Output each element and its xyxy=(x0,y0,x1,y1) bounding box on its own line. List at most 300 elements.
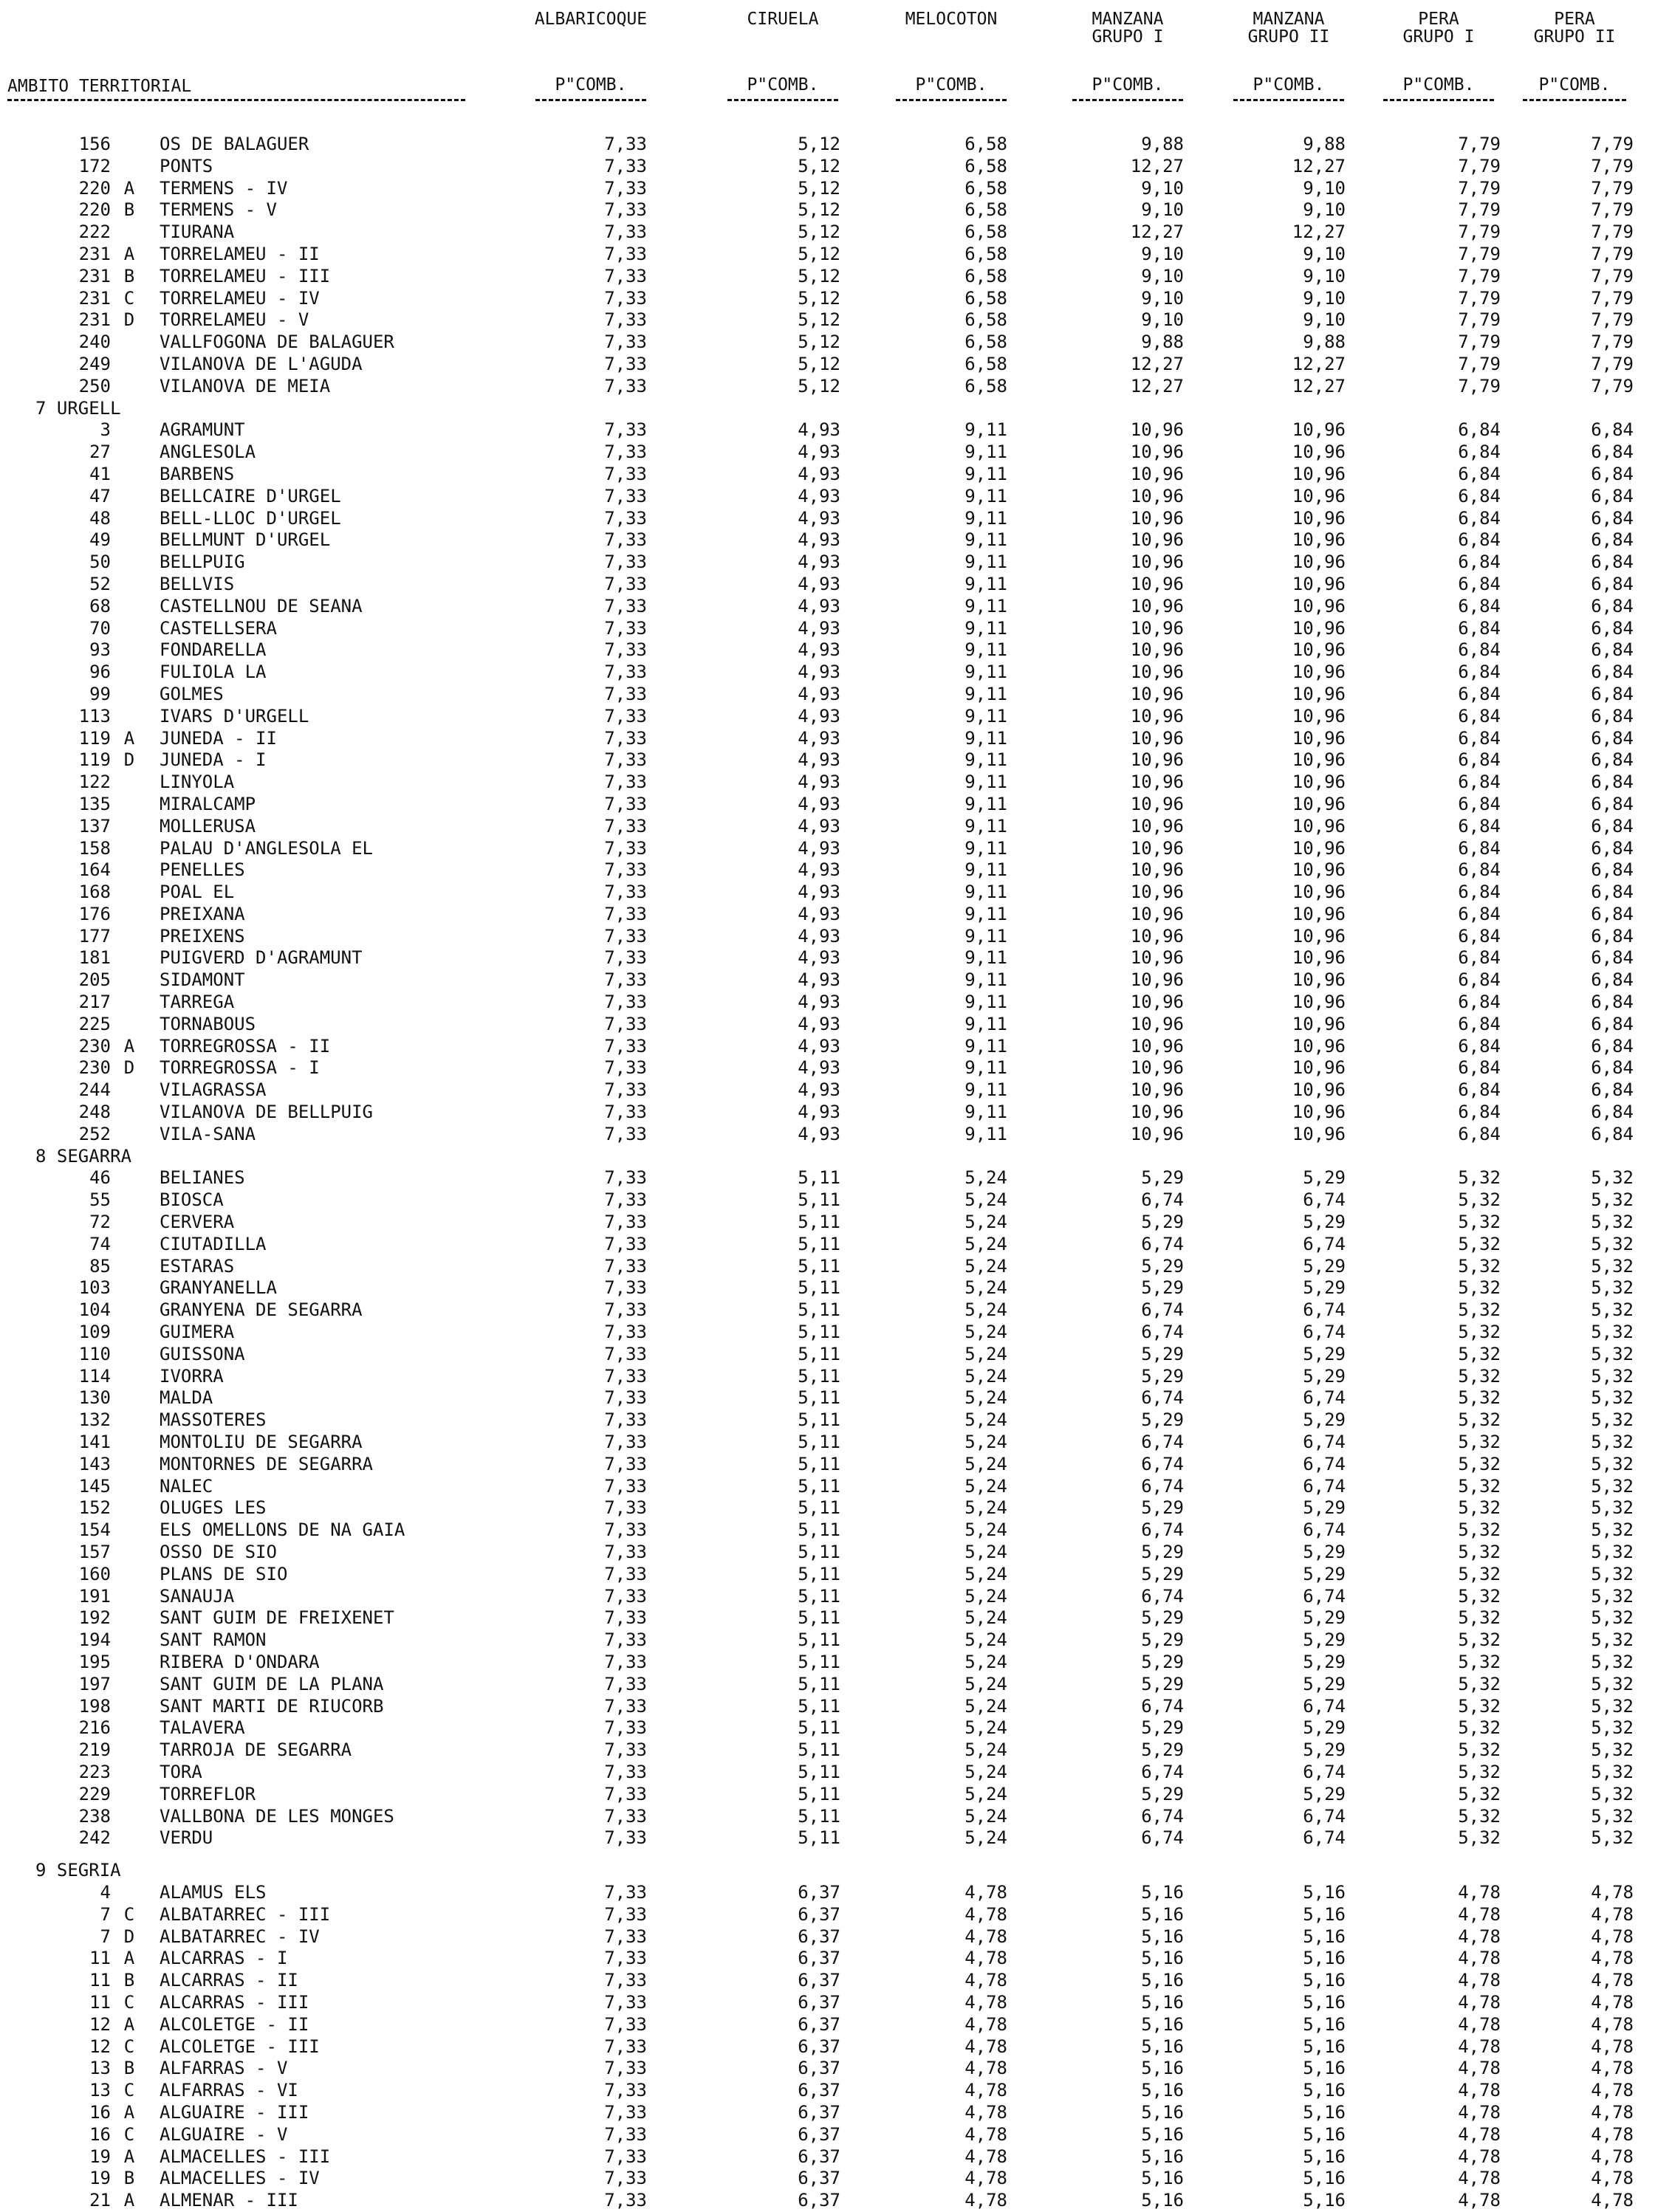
region-heading xyxy=(0,398,1672,420)
price-manzana-grupo-i: 5,16 xyxy=(1141,2146,1184,2167)
price-albaricoque: 7,33 xyxy=(604,772,647,793)
price-pera-grupo-i: 5,32 xyxy=(1458,1409,1501,1431)
price-pera-grupo-i: 5,32 xyxy=(1458,1585,1501,1607)
price-manzana-grupo-i: 6,74 xyxy=(1141,1322,1184,1343)
price-manzana-grupo-i: 6,74 xyxy=(1141,1387,1184,1409)
price-ciruela: 5,11 xyxy=(798,1255,840,1277)
price-melocoton: 9,11 xyxy=(965,662,1007,683)
table-row xyxy=(0,772,1672,794)
price-melocoton: 5,24 xyxy=(965,1629,1007,1651)
price-melocoton: 6,58 xyxy=(965,199,1007,221)
price-manzana-grupo-i: 5,29 xyxy=(1141,1651,1184,1672)
price-ciruela: 6,37 xyxy=(798,1881,840,1903)
price-melocoton: 9,11 xyxy=(965,727,1007,749)
price-manzana-grupo-i: 5,29 xyxy=(1141,1673,1184,1694)
price-pera-grupo-ii: 5,32 xyxy=(1591,1322,1634,1343)
price-manzana-grupo-ii: 5,16 xyxy=(1303,2190,1346,2211)
price-manzana-grupo-i: 5,16 xyxy=(1141,2190,1184,2211)
price-pera-grupo-i: 6,84 xyxy=(1458,683,1501,704)
price-manzana-grupo-ii: 5,16 xyxy=(1303,2101,1346,2123)
municipality-name: ALAMUS ELS xyxy=(160,1881,267,1903)
price-albaricoque: 7,33 xyxy=(604,683,647,704)
price-manzana-grupo-ii: 10,96 xyxy=(1292,815,1346,837)
price-albaricoque: 7,33 xyxy=(604,1212,647,1233)
column-subheader-manzana-grupo-ii: P"COMB. xyxy=(1253,75,1325,95)
table-row xyxy=(0,266,1672,288)
price-melocoton: 9,11 xyxy=(965,1123,1007,1144)
municipality-name: LINYOLA xyxy=(160,772,235,793)
municipality-name: CERVERA xyxy=(160,1212,235,1233)
price-pera-grupo-ii: 7,79 xyxy=(1591,353,1634,374)
header-rule xyxy=(535,99,646,101)
column-subheader-ciruela: P"COMB. xyxy=(747,75,819,95)
municipality-code: 68 xyxy=(89,595,111,616)
price-ciruela: 4,93 xyxy=(798,882,840,903)
price-manzana-grupo-ii: 10,96 xyxy=(1292,969,1346,991)
price-pera-grupo-ii: 4,78 xyxy=(1591,1881,1634,1903)
price-pera-grupo-ii: 5,32 xyxy=(1591,1409,1634,1431)
price-melocoton: 5,24 xyxy=(965,1277,1007,1299)
price-manzana-grupo-i: 5,29 xyxy=(1141,1607,1184,1629)
price-pera-grupo-i: 5,32 xyxy=(1458,1673,1501,1694)
price-melocoton: 9,11 xyxy=(965,947,1007,969)
price-manzana-grupo-ii: 12,27 xyxy=(1292,155,1346,176)
table-row xyxy=(0,464,1672,486)
price-ciruela: 6,37 xyxy=(798,2080,840,2101)
municipality-code: 141 xyxy=(78,1432,111,1453)
price-manzana-grupo-ii: 10,96 xyxy=(1292,727,1346,749)
table-row xyxy=(0,1992,1672,2014)
price-pera-grupo-ii: 4,78 xyxy=(1591,1926,1634,1947)
price-ciruela: 4,93 xyxy=(798,1013,840,1034)
price-pera-grupo-i: 7,79 xyxy=(1458,134,1501,154)
price-pera-grupo-i: 4,78 xyxy=(1458,2168,1501,2189)
price-manzana-grupo-i: 5,29 xyxy=(1141,1167,1184,1189)
price-manzana-grupo-i: 10,96 xyxy=(1130,749,1184,771)
table-row xyxy=(0,992,1672,1014)
price-albaricoque: 7,33 xyxy=(604,1761,647,1782)
price-melocoton: 6,58 xyxy=(965,155,1007,176)
municipality-code-suffix: C xyxy=(123,2080,135,2101)
price-manzana-grupo-ii: 10,96 xyxy=(1292,683,1346,704)
header-rule xyxy=(1523,99,1626,101)
price-pera-grupo-ii: 5,32 xyxy=(1591,1453,1634,1474)
municipality-code: 46 xyxy=(89,1167,111,1189)
municipality-name: ALGUAIRE - V xyxy=(160,2123,288,2145)
price-pera-grupo-i: 6,84 xyxy=(1458,442,1501,463)
price-ciruela: 4,93 xyxy=(798,947,840,969)
price-albaricoque: 7,33 xyxy=(604,1365,647,1387)
price-ciruela: 4,93 xyxy=(798,859,840,881)
municipality-code-suffix: B xyxy=(123,1970,135,1991)
price-pera-grupo-i: 5,32 xyxy=(1458,1519,1501,1541)
municipality-name: CASTELLNOU DE SEANA xyxy=(160,595,363,616)
municipality-code-suffix: A xyxy=(123,727,135,749)
column-header-line2: GRUPO I xyxy=(1092,27,1164,47)
price-pera-grupo-i: 7,79 xyxy=(1458,155,1501,176)
price-pera-grupo-ii: 5,32 xyxy=(1591,1299,1634,1321)
price-manzana-grupo-i: 10,96 xyxy=(1130,683,1184,704)
municipality-code-suffix: D xyxy=(123,749,135,771)
price-manzana-grupo-ii: 10,96 xyxy=(1292,837,1346,859)
price-pera-grupo-i: 7,79 xyxy=(1458,243,1501,264)
price-manzana-grupo-ii: 10,96 xyxy=(1292,992,1346,1013)
price-pera-grupo-ii: 6,84 xyxy=(1591,1035,1634,1057)
column-header-manzana-grupo-ii xyxy=(1207,10,1370,46)
price-melocoton: 5,24 xyxy=(965,1673,1007,1694)
price-manzana-grupo-ii: 12,27 xyxy=(1292,221,1346,243)
price-manzana-grupo-i: 10,96 xyxy=(1130,969,1184,991)
municipality-code: 19 xyxy=(89,2146,111,2167)
price-pera-grupo-ii: 5,32 xyxy=(1591,1255,1634,1277)
price-manzana-grupo-ii: 5,16 xyxy=(1303,1991,1346,2013)
table-row xyxy=(0,1497,1672,1519)
municipality-code: 238 xyxy=(78,1805,111,1827)
price-manzana-grupo-ii: 10,96 xyxy=(1292,1035,1346,1057)
price-manzana-grupo-ii: 5,29 xyxy=(1303,1277,1346,1299)
price-albaricoque: 7,33 xyxy=(604,1387,647,1409)
price-manzana-grupo-i: 10,96 xyxy=(1130,442,1184,463)
price-albaricoque: 7,33 xyxy=(604,793,647,814)
municipality-name: JUNEDA - II xyxy=(160,727,277,749)
price-albaricoque: 7,33 xyxy=(604,552,647,573)
municipality-code: 198 xyxy=(78,1695,111,1717)
header-rule xyxy=(1072,99,1183,101)
price-pera-grupo-ii: 6,84 xyxy=(1591,1057,1634,1079)
price-pera-grupo-i: 7,79 xyxy=(1458,221,1501,243)
price-ciruela: 5,11 xyxy=(798,1651,840,1672)
price-pera-grupo-ii: 6,84 xyxy=(1591,552,1634,573)
table-row xyxy=(0,639,1672,662)
price-pera-grupo-i: 5,32 xyxy=(1458,1322,1501,1343)
municipality-code: 176 xyxy=(78,903,111,924)
price-albaricoque: 7,33 xyxy=(604,2146,647,2167)
price-manzana-grupo-i: 5,29 xyxy=(1141,1255,1184,1277)
municipality-code: 194 xyxy=(78,1629,111,1651)
municipality-code: 49 xyxy=(89,529,111,551)
municipality-code: 21 xyxy=(89,2190,111,2211)
price-pera-grupo-i: 6,84 xyxy=(1458,507,1501,529)
price-albaricoque: 7,33 xyxy=(604,2013,647,2035)
municipality-code: 55 xyxy=(89,1189,111,1211)
table-row xyxy=(0,486,1672,508)
municipality-code: 230 xyxy=(78,1057,111,1079)
price-albaricoque: 7,33 xyxy=(604,1629,647,1651)
price-ciruela: 5,11 xyxy=(798,1212,840,1233)
price-albaricoque: 7,33 xyxy=(604,1409,647,1431)
municipality-name: BARBENS xyxy=(160,463,235,484)
price-manzana-grupo-ii: 10,96 xyxy=(1292,617,1346,639)
municipality-name: RIBERA D'ONDARA xyxy=(160,1651,320,1672)
municipality-name: ALMACELLES - III xyxy=(160,2146,331,2167)
price-manzana-grupo-i: 9,88 xyxy=(1141,134,1184,154)
price-manzana-grupo-i: 6,74 xyxy=(1141,1761,1184,1782)
price-melocoton: 4,78 xyxy=(965,2101,1007,2123)
price-pera-grupo-ii: 6,84 xyxy=(1591,595,1634,616)
municipality-code: 192 xyxy=(78,1607,111,1629)
price-ciruela: 5,12 xyxy=(798,353,840,374)
price-albaricoque: 7,33 xyxy=(604,1167,647,1189)
price-pera-grupo-ii: 5,32 xyxy=(1591,1212,1634,1233)
price-ciruela: 5,11 xyxy=(798,1343,840,1364)
municipality-code: 244 xyxy=(78,1079,111,1101)
price-manzana-grupo-i: 9,10 xyxy=(1141,177,1184,199)
price-manzana-grupo-ii: 10,96 xyxy=(1292,507,1346,529)
municipality-code-suffix: C xyxy=(123,2036,135,2057)
price-albaricoque: 7,33 xyxy=(604,1673,647,1694)
price-pera-grupo-i: 5,32 xyxy=(1458,1233,1501,1254)
municipality-code: 16 xyxy=(89,2101,111,2123)
price-manzana-grupo-ii: 10,96 xyxy=(1292,772,1346,793)
price-manzana-grupo-ii: 5,16 xyxy=(1303,2146,1346,2167)
price-melocoton: 5,24 xyxy=(965,1233,1007,1254)
column-subheader-melocoton: P"COMB. xyxy=(915,75,987,95)
price-ciruela: 4,93 xyxy=(798,662,840,683)
price-pera-grupo-i: 5,32 xyxy=(1458,1739,1501,1761)
price-manzana-grupo-i: 10,96 xyxy=(1130,859,1184,881)
price-melocoton: 9,11 xyxy=(965,639,1007,661)
price-albaricoque: 7,33 xyxy=(604,1739,647,1761)
price-pera-grupo-ii: 6,84 xyxy=(1591,882,1634,903)
municipality-code: 156 xyxy=(78,134,111,154)
price-albaricoque: 7,33 xyxy=(604,2058,647,2079)
price-ciruela: 6,37 xyxy=(798,2190,840,2211)
municipality-code: 4 xyxy=(100,1881,111,1903)
price-ciruela: 5,11 xyxy=(798,1299,840,1321)
price-manzana-grupo-i: 12,27 xyxy=(1130,155,1184,176)
price-pera-grupo-i: 4,78 xyxy=(1458,2190,1501,2211)
price-albaricoque: 7,33 xyxy=(604,287,647,309)
price-ciruela: 5,12 xyxy=(798,199,840,221)
price-ciruela: 6,37 xyxy=(798,1970,840,1991)
table-row xyxy=(0,1629,1672,1652)
price-pera-grupo-i: 7,79 xyxy=(1458,177,1501,199)
municipality-code-suffix: D xyxy=(123,1926,135,1947)
price-pera-grupo-i: 6,84 xyxy=(1458,925,1501,947)
price-melocoton: 5,24 xyxy=(965,1189,1007,1211)
municipality-code: 154 xyxy=(78,1519,111,1541)
price-pera-grupo-i: 7,79 xyxy=(1458,287,1501,309)
price-melocoton: 5,24 xyxy=(965,1365,1007,1387)
price-manzana-grupo-ii: 5,29 xyxy=(1303,1542,1346,1562)
price-pera-grupo-ii: 7,79 xyxy=(1591,309,1634,331)
price-albaricoque: 7,33 xyxy=(604,925,647,947)
price-albaricoque: 7,33 xyxy=(604,1717,647,1739)
price-pera-grupo-ii: 6,84 xyxy=(1591,1079,1634,1101)
price-manzana-grupo-i: 5,29 xyxy=(1141,1563,1184,1584)
price-ciruela: 4,93 xyxy=(798,903,840,924)
municipality-code: 216 xyxy=(78,1717,111,1739)
municipality-code: 223 xyxy=(78,1761,111,1782)
price-manzana-grupo-ii: 6,74 xyxy=(1303,1761,1346,1782)
price-pera-grupo-i: 5,32 xyxy=(1458,1651,1501,1672)
municipality-code: 13 xyxy=(89,2080,111,2101)
price-albaricoque: 7,33 xyxy=(604,529,647,551)
region-heading xyxy=(0,1860,1672,1882)
price-albaricoque: 7,33 xyxy=(604,221,647,243)
price-manzana-grupo-i: 5,16 xyxy=(1141,1881,1184,1903)
price-manzana-grupo-ii: 10,96 xyxy=(1292,1013,1346,1034)
price-manzana-grupo-ii: 10,96 xyxy=(1292,552,1346,573)
price-melocoton: 5,24 xyxy=(965,1387,1007,1409)
price-ciruela: 5,11 xyxy=(798,1805,840,1827)
municipality-code: 85 xyxy=(89,1255,111,1277)
price-pera-grupo-i: 4,78 xyxy=(1458,1948,1501,1969)
price-pera-grupo-ii: 6,84 xyxy=(1591,1013,1634,1034)
price-ciruela: 5,12 xyxy=(798,332,840,353)
price-melocoton: 9,11 xyxy=(965,705,1007,727)
price-albaricoque: 7,33 xyxy=(604,1519,647,1541)
price-manzana-grupo-ii: 9,10 xyxy=(1303,199,1346,221)
price-melocoton: 4,78 xyxy=(965,2080,1007,2101)
price-pera-grupo-ii: 4,78 xyxy=(1591,2146,1634,2167)
region-name: 8 SEGARRA xyxy=(35,1145,132,1167)
municipality-name: TORRELAMEU - V xyxy=(160,309,309,331)
price-pera-grupo-ii: 5,32 xyxy=(1591,1761,1634,1782)
price-pera-grupo-i: 4,78 xyxy=(1458,2101,1501,2123)
price-melocoton: 4,78 xyxy=(965,1970,1007,1991)
price-ciruela: 4,93 xyxy=(798,705,840,727)
price-manzana-grupo-i: 6,74 xyxy=(1141,1299,1184,1321)
price-pera-grupo-ii: 6,84 xyxy=(1591,1102,1634,1123)
price-melocoton: 5,24 xyxy=(965,1255,1007,1277)
price-pera-grupo-i: 6,84 xyxy=(1458,749,1501,771)
price-manzana-grupo-ii: 6,74 xyxy=(1303,1387,1346,1409)
price-manzana-grupo-ii: 9,10 xyxy=(1303,177,1346,199)
price-manzana-grupo-i: 10,96 xyxy=(1130,595,1184,616)
price-manzana-grupo-i: 9,10 xyxy=(1141,265,1184,286)
municipality-code-suffix: A xyxy=(123,2146,135,2167)
price-albaricoque: 7,33 xyxy=(604,1057,647,1079)
price-ciruela: 4,93 xyxy=(798,683,840,704)
column-subheader-albaricoque: P"COMB. xyxy=(555,75,627,95)
table-row xyxy=(0,332,1672,354)
price-ciruela: 5,11 xyxy=(798,1585,840,1607)
price-melocoton: 9,11 xyxy=(965,507,1007,529)
price-albaricoque: 7,33 xyxy=(604,1432,647,1453)
price-pera-grupo-ii: 6,84 xyxy=(1591,947,1634,969)
price-ciruela: 6,37 xyxy=(798,2168,840,2189)
municipality-code: 225 xyxy=(78,1013,111,1034)
price-pera-grupo-i: 6,84 xyxy=(1458,947,1501,969)
municipality-code: 230 xyxy=(78,1035,111,1057)
table-row xyxy=(0,134,1672,156)
price-albaricoque: 7,33 xyxy=(604,265,647,286)
price-manzana-grupo-i: 10,96 xyxy=(1130,903,1184,924)
price-manzana-grupo-i: 6,74 xyxy=(1141,1805,1184,1827)
municipality-name: GOLMES xyxy=(160,683,224,704)
table-row xyxy=(0,2014,1672,2036)
price-pera-grupo-ii: 4,78 xyxy=(1591,1903,1634,1925)
price-manzana-grupo-i: 5,16 xyxy=(1141,2101,1184,2123)
table-row xyxy=(0,969,1672,992)
price-ciruela: 6,37 xyxy=(798,1926,840,1947)
price-pera-grupo-i: 4,78 xyxy=(1458,2013,1501,2035)
price-albaricoque: 7,33 xyxy=(604,1189,647,1211)
price-manzana-grupo-ii: 10,96 xyxy=(1292,1079,1346,1101)
price-pera-grupo-ii: 6,84 xyxy=(1591,793,1634,814)
price-pera-grupo-i: 6,84 xyxy=(1458,639,1501,661)
table-row xyxy=(0,1322,1672,1344)
price-manzana-grupo-i: 10,96 xyxy=(1130,1035,1184,1057)
price-albaricoque: 7,33 xyxy=(604,1903,647,1925)
price-manzana-grupo-i: 10,96 xyxy=(1130,772,1184,793)
price-manzana-grupo-i: 6,74 xyxy=(1141,1453,1184,1474)
price-pera-grupo-i: 4,78 xyxy=(1458,2123,1501,2145)
table-row xyxy=(0,1696,1672,1718)
price-albaricoque: 7,33 xyxy=(604,1827,647,1849)
municipality-code: 231 xyxy=(78,309,111,331)
price-manzana-grupo-ii: 5,16 xyxy=(1303,2058,1346,2079)
price-melocoton: 5,24 xyxy=(965,1453,1007,1474)
column-header-manzana-grupo-i xyxy=(1046,10,1209,46)
municipality-code: 70 xyxy=(89,617,111,639)
municipality-name: ALCARRAS - I xyxy=(160,1948,288,1969)
price-pera-grupo-i: 6,84 xyxy=(1458,617,1501,639)
municipality-code: 27 xyxy=(89,442,111,463)
price-albaricoque: 7,33 xyxy=(604,2101,647,2123)
municipality-name: MONTORNES DE SEGARRA xyxy=(160,1453,373,1474)
price-manzana-grupo-ii: 5,29 xyxy=(1303,1255,1346,1277)
price-ciruela: 5,11 xyxy=(798,1717,840,1739)
price-manzana-grupo-ii: 10,96 xyxy=(1292,1102,1346,1123)
price-manzana-grupo-i: 10,96 xyxy=(1130,1057,1184,1079)
price-melocoton: 4,78 xyxy=(965,1926,1007,1947)
price-ciruela: 4,93 xyxy=(798,1079,840,1101)
price-ciruela: 4,93 xyxy=(798,639,840,661)
price-albaricoque: 7,33 xyxy=(604,375,647,396)
price-manzana-grupo-i: 6,74 xyxy=(1141,1585,1184,1607)
price-ciruela: 4,93 xyxy=(798,595,840,616)
price-pera-grupo-ii: 7,79 xyxy=(1591,287,1634,309)
price-manzana-grupo-i: 6,74 xyxy=(1141,1695,1184,1717)
price-melocoton: 9,11 xyxy=(965,815,1007,837)
price-albaricoque: 7,33 xyxy=(604,1881,647,1903)
price-pera-grupo-ii: 4,78 xyxy=(1591,2168,1634,2189)
municipality-code: 13 xyxy=(89,2058,111,2079)
price-manzana-grupo-ii: 10,96 xyxy=(1292,573,1346,594)
price-ciruela: 5,12 xyxy=(798,375,840,396)
municipality-name: SANT RAMON xyxy=(160,1629,267,1651)
price-manzana-grupo-ii: 9,10 xyxy=(1303,265,1346,286)
price-albaricoque: 7,33 xyxy=(604,815,647,837)
municipality-code: 93 xyxy=(89,639,111,661)
table-row xyxy=(0,1102,1672,1124)
municipality-name: BELLMUNT D'URGEL xyxy=(160,529,331,551)
price-ciruela: 4,93 xyxy=(798,925,840,947)
price-manzana-grupo-ii: 5,16 xyxy=(1303,2168,1346,2189)
municipality-name: NALEC xyxy=(160,1475,213,1497)
table-row xyxy=(0,2124,1672,2146)
municipality-code: 114 xyxy=(78,1365,111,1387)
price-albaricoque: 7,33 xyxy=(604,595,647,616)
price-albaricoque: 7,33 xyxy=(604,134,647,154)
price-albaricoque: 7,33 xyxy=(604,1299,647,1321)
price-manzana-grupo-i: 5,16 xyxy=(1141,1926,1184,1947)
price-melocoton: 9,11 xyxy=(965,903,1007,924)
price-ciruela: 4,93 xyxy=(798,442,840,463)
municipality-code: 164 xyxy=(78,859,111,881)
table-row xyxy=(0,1212,1672,1234)
price-albaricoque: 7,33 xyxy=(604,882,647,903)
price-pera-grupo-ii: 7,79 xyxy=(1591,265,1634,286)
price-manzana-grupo-ii: 5,16 xyxy=(1303,2080,1346,2101)
table-row xyxy=(0,156,1672,178)
price-pera-grupo-ii: 5,32 xyxy=(1591,1673,1634,1694)
price-manzana-grupo-ii: 6,74 xyxy=(1303,1827,1346,1849)
price-albaricoque: 7,33 xyxy=(604,1013,647,1034)
municipality-code: 119 xyxy=(78,749,111,771)
